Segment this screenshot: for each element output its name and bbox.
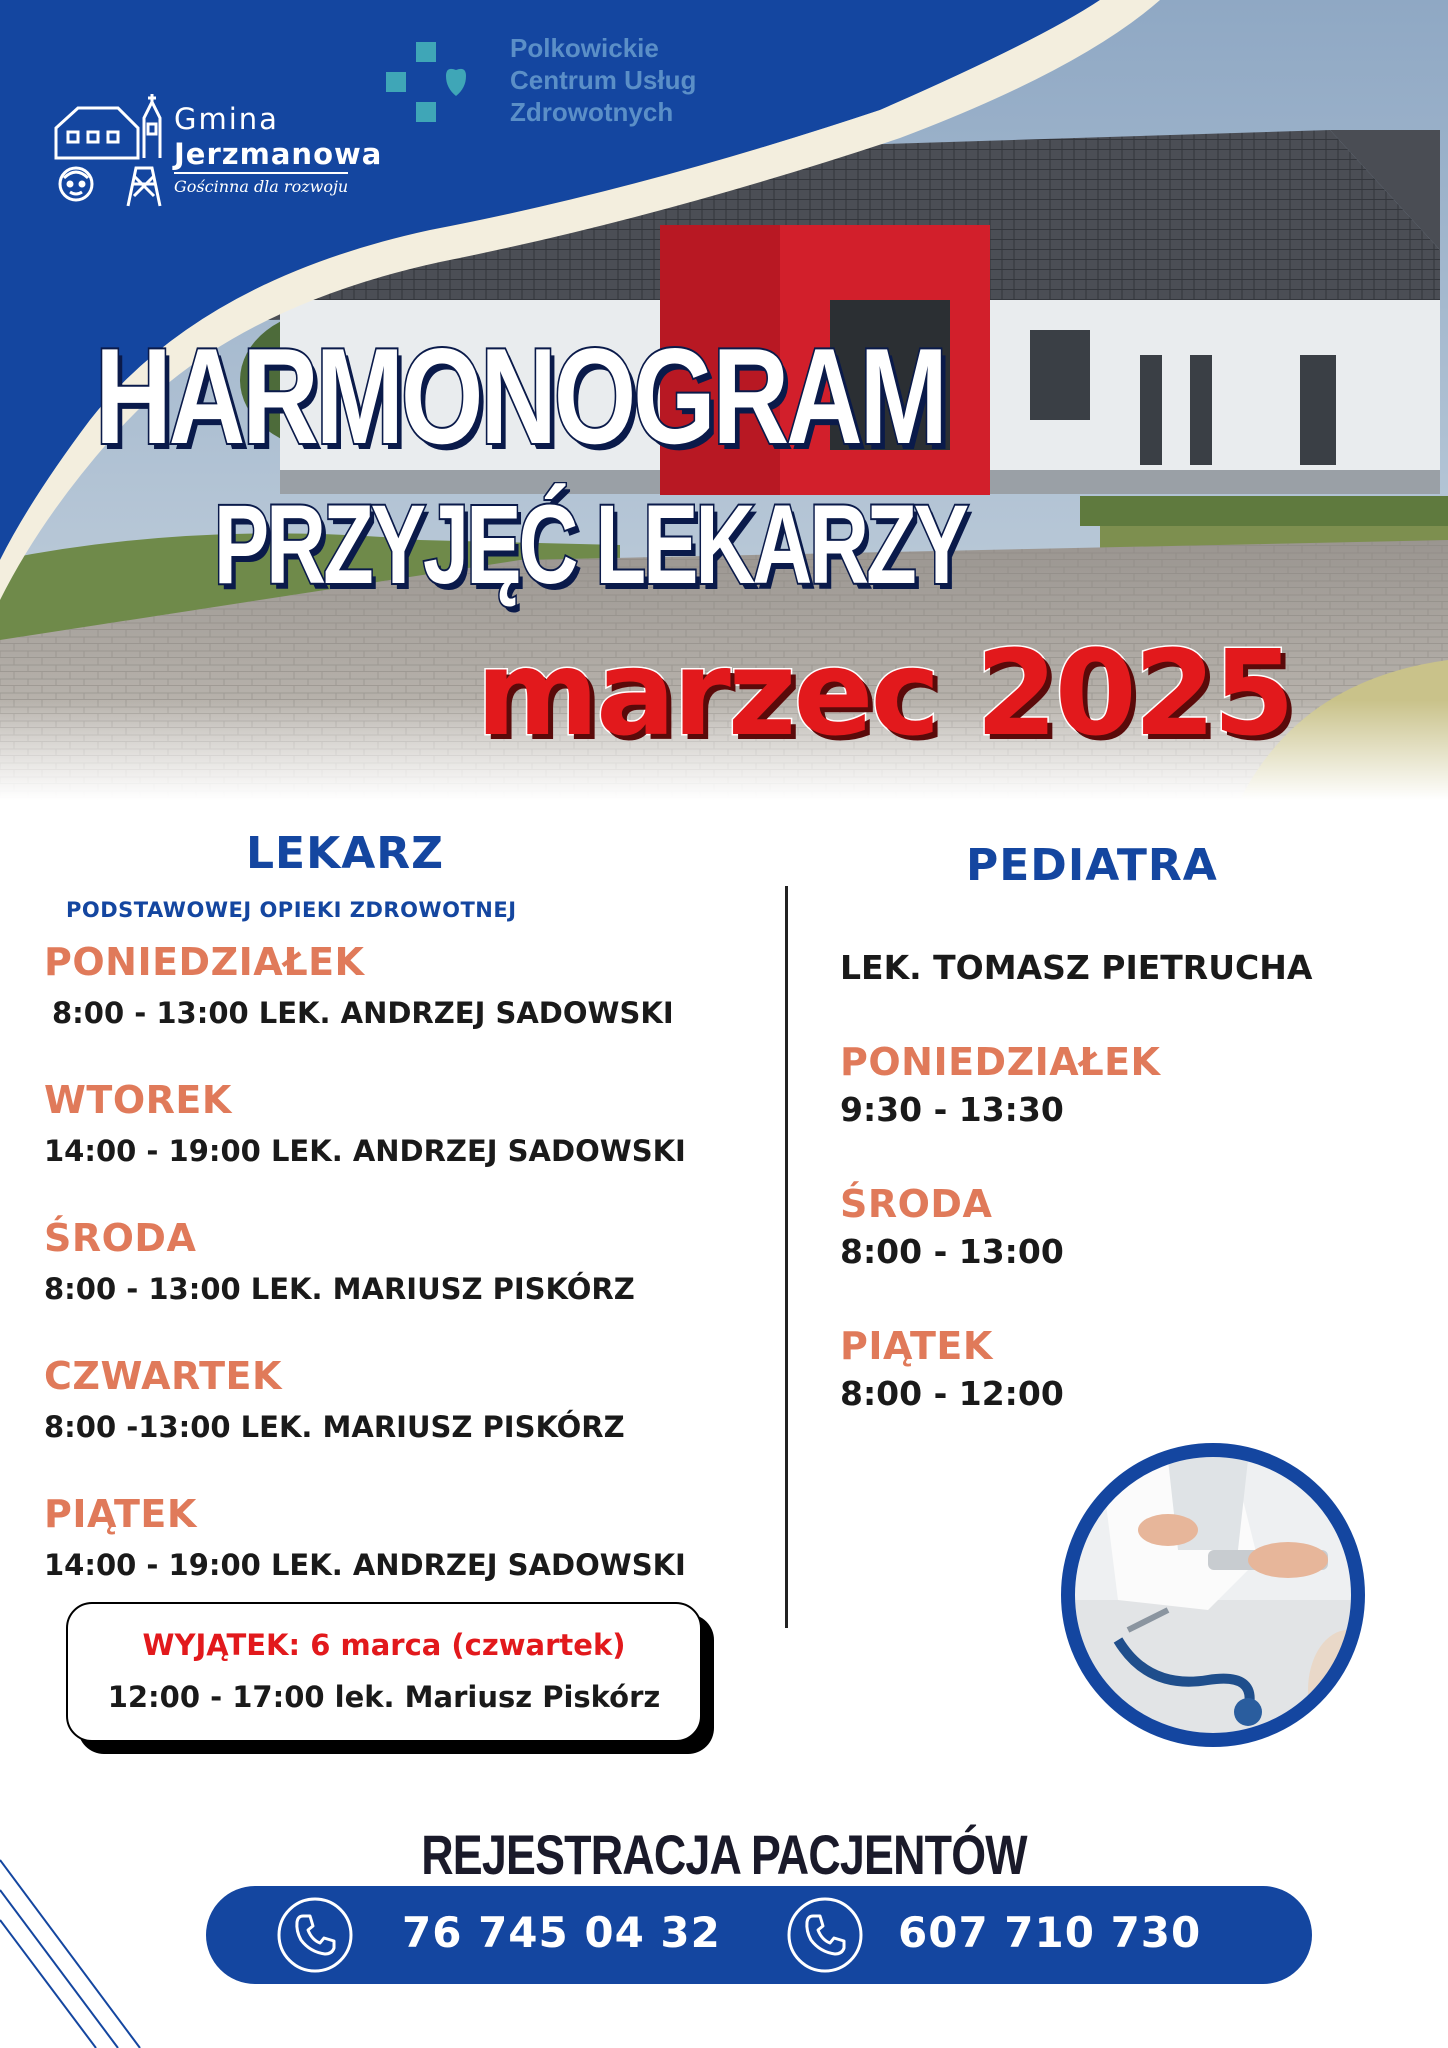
lekarz-day: WTOREK — [44, 1078, 232, 1122]
lekarz-hours: 8:00 - 13:00 LEK. MARIUSZ PISKÓRZ — [44, 1272, 635, 1306]
gmina-name-line1: Gmina — [174, 102, 279, 136]
exception-title: WYJĄTEK: 6 marca (czwartek) — [142, 1628, 626, 1662]
title-harmonogram: HARMONOGRAM — [95, 320, 945, 472]
lekarz-hours: 8:00 -13:00 LEK. MARIUSZ PISKÓRZ — [44, 1410, 625, 1444]
gmina-tagline: Gościnna dla rozwoju — [174, 172, 348, 198]
gmina-emblem-icon — [48, 88, 178, 208]
lekarz-hours: 14:00 - 19:00 LEK. ANDRZEJ SADOWSKI — [44, 1134, 686, 1168]
doctor-photo — [1058, 1440, 1368, 1750]
pediatra-doctor: LEK. TOMASZ PIETRUCHA — [840, 948, 1313, 987]
medical-cross-icon — [380, 36, 476, 132]
title-month: marzec 2025 — [476, 624, 1292, 762]
phone-number-1[interactable]: 76 745 04 32 — [402, 1908, 721, 1957]
lekarz-heading: LEKARZ — [246, 828, 445, 879]
lekarz-subheading: PODSTAWOWEJ OPIEKI ZDROWOTNEJ — [66, 898, 517, 922]
gmina-name-line2: Jerzmanowa — [174, 137, 383, 171]
registration-title: REJESTRACJA PACJENTÓW — [421, 1823, 1027, 1886]
pediatra-hours: 8:00 - 13:00 — [840, 1232, 1064, 1271]
pediatra-hours: 8:00 - 12:00 — [840, 1374, 1064, 1413]
lekarz-day: CZWARTEK — [44, 1354, 282, 1398]
lekarz-day: PONIEDZIAŁEK — [44, 940, 365, 984]
pcuz-logo — [380, 32, 720, 132]
phone-icon[interactable] — [786, 1896, 864, 1974]
lekarz-day: ŚRODA — [44, 1216, 197, 1260]
hero-banner — [0, 0, 1448, 800]
column-divider — [785, 886, 788, 1628]
pcuz-name-line3: Zdrowotnych — [510, 97, 674, 127]
phone-number-2[interactable]: 607 710 730 — [898, 1908, 1202, 1957]
pediatra-day: ŚRODA — [840, 1182, 993, 1226]
pcuz-name-line2: Centrum Usług — [510, 65, 697, 95]
phone-icon[interactable] — [276, 1896, 354, 1974]
pediatra-heading: PEDIATRA — [966, 840, 1218, 891]
lekarz-hours: 8:00 - 13:00 LEK. ANDRZEJ SADOWSKI — [52, 996, 674, 1030]
pediatra-day: PONIEDZIAŁEK — [840, 1040, 1161, 1084]
pediatra-day: PIĄTEK — [840, 1324, 993, 1368]
pcuz-name-line1: Polkowickie — [510, 33, 659, 63]
lekarz-day: PIĄTEK — [44, 1492, 197, 1536]
exception-hours: 12:00 - 17:00 lek. Mariusz Piskórz — [107, 1680, 661, 1714]
lekarz-hours: 14:00 - 19:00 LEK. ANDRZEJ SADOWSKI — [44, 1548, 686, 1582]
title-przyjec-lekarzy: PRZYJĘĆ LEKARZY — [213, 482, 967, 607]
pediatra-hours: 9:30 - 13:30 — [840, 1090, 1064, 1129]
exception-box — [66, 1602, 714, 1754]
phone-bar — [206, 1886, 1312, 1984]
gmina-logo — [48, 88, 388, 208]
